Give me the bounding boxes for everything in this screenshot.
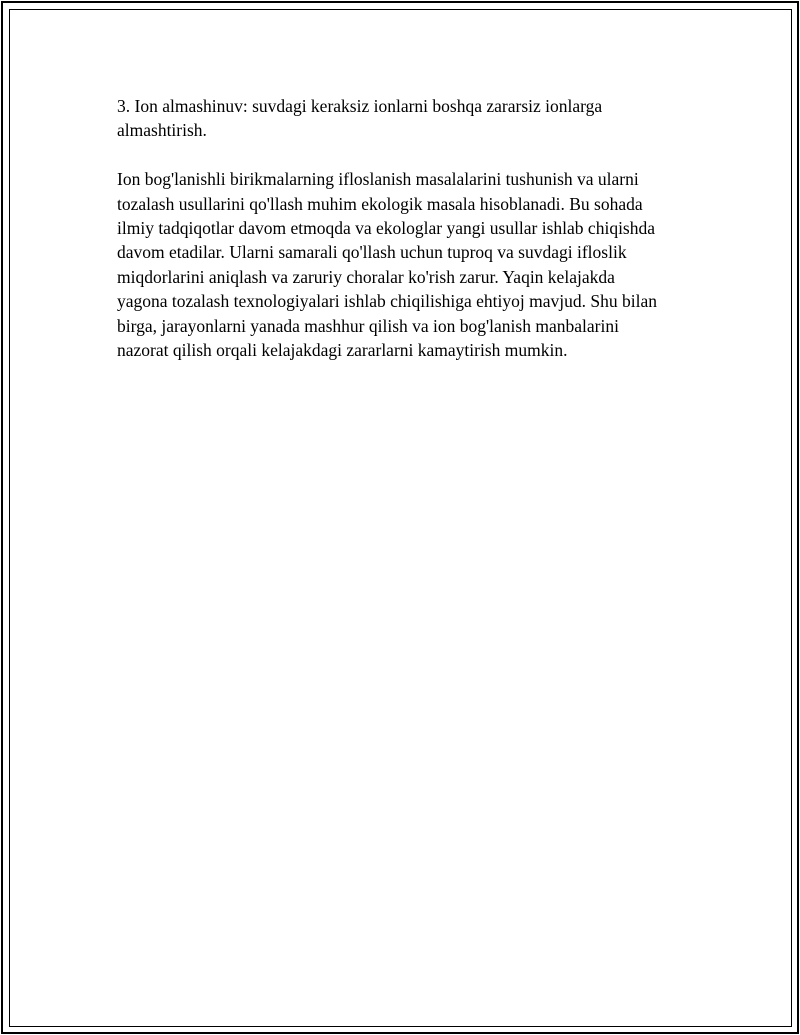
conclusion-line: miqdorlarini aniqlash va zaruriy choralar ko'rish zarur. Yaqin kelajakda	[117, 266, 615, 287]
conclusion-line: ilmiy tadqiqotlar davom etmoqda va ekologlar yangi usullar ishlab chiqishda	[117, 218, 656, 239]
conclusion-line: birga, jarayonlarni yanada mashhur qilish va ion bog'lanish manbalarini	[117, 315, 619, 336]
conclusion-line: nazorat qilish orqali kelajakdagi zararlarni kamaytirish mumkin.	[117, 340, 568, 361]
conclusion-paragraph	[117, 167, 692, 362]
list-item-ion-exchange: 3. Ion almashinuv: suvdagi keraksiz ionlarni boshqa zararsiz ionlarga almashtirish.	[117, 96, 603, 141]
conclusion-line: Ion bog'lanishli birikmalarning ifloslanish masalalarini tushunish va ularni	[117, 169, 639, 190]
conclusion-line: davom etadilar. Ularni samarali qo'llash uchun tuproq va suvdagi ifloslik	[117, 242, 627, 263]
conclusion-line: yagona tozalash texnologiyalari ishlab chiqilishiga ehtiyoj mavjud. Shu bilan	[117, 291, 657, 312]
paragraph-spacer	[117, 143, 692, 167]
conclusion-line: tozalash usullarini qo'llash muhim ekologik masala hisoblanadi. Bu sohada	[117, 193, 643, 214]
document-body	[117, 94, 692, 362]
